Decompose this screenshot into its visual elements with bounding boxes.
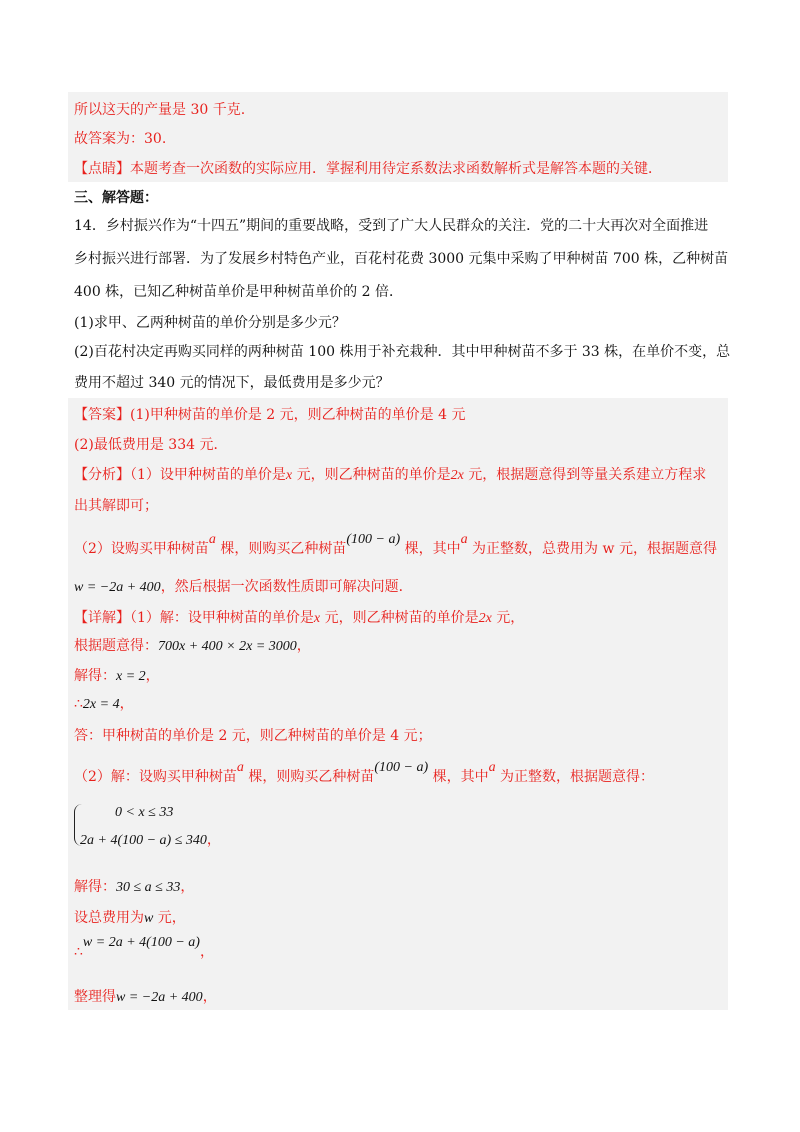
detail-line-8 xyxy=(74,909,186,928)
math-2x-equals-4: 2x = 4 xyxy=(82,697,120,712)
analysis-text: 【分析】（1）设甲种树苗的单价是 xyxy=(74,467,286,483)
analysis-text: （2）设购买甲种树苗 xyxy=(74,541,209,557)
analysis-text: 棵，则购买乙种树苗 xyxy=(215,541,347,557)
analysis-line-4 xyxy=(74,578,413,597)
analysis-text: 元，则乙种树苗的单价是 xyxy=(292,467,451,483)
math-2x: 2x xyxy=(478,611,492,626)
math-inequality: 2a + 4(100 − a) ≤ 340 xyxy=(80,833,207,848)
problem-line-1: 14．乡村振兴作为“十四五”期间的重要战略，受到了广大人民群众的关注．党的二十大再次对全面推进 xyxy=(74,218,709,234)
detail-text: （2）解：设购买甲种树苗 xyxy=(74,769,237,785)
math-x: x xyxy=(313,611,321,626)
detail-text: 为正整数，根据题意得： xyxy=(495,769,655,785)
detail-text: ， xyxy=(180,879,195,895)
math-equation-1: 700x + 400 × 2x = 3000 xyxy=(158,639,297,654)
therefore-symbol: ∴ xyxy=(74,696,83,712)
top-line-3: 【点睛】本题考查一次函数的实际应用．掌握利用待定系数法求函数解析式是解答本题的关键． xyxy=(74,161,662,177)
math-total-cost: w = 2a + 4(100 − a) xyxy=(82,935,200,950)
question-2-line-1: (2)百花村决定再购买同样的两种树苗 100 株用于补充栽种．其中甲种树苗不多于 33 株，在单价不变，总 xyxy=(74,344,731,360)
detail-line-7 xyxy=(74,878,194,897)
detail-line-3 xyxy=(74,667,160,686)
analysis-text: 元，根据题意得到等量关系建立方程求 xyxy=(463,467,707,483)
detail-line-5: 答：甲种树苗的单价是 2 元，则乙种树苗的单价是 4 元； xyxy=(74,728,432,744)
analysis-text: 棵，其中 xyxy=(400,541,461,557)
detail-text: 棵，其中 xyxy=(428,769,489,785)
therefore-symbol: ∴ xyxy=(74,944,83,960)
detail-text: ， xyxy=(296,638,311,654)
top-line-2: 故答案为：30. xyxy=(74,131,167,147)
math-w-equation: w = −2a + 400 xyxy=(74,580,161,595)
math-a: a xyxy=(208,532,216,547)
detail-text: 解得： xyxy=(74,879,116,895)
detail-text: ， xyxy=(145,668,160,684)
analysis-line-2: 出其解即可； xyxy=(74,498,158,514)
answer-line-2: (2)最低费用是 334 元． xyxy=(74,437,228,453)
math-x: x xyxy=(285,468,293,483)
system-inequality-1: 0 < x ≤ 33 xyxy=(115,805,174,820)
detail-text: ， xyxy=(206,832,221,848)
detail-text: 根据题意得： xyxy=(74,638,158,654)
detail-text: ， xyxy=(202,989,217,1005)
detail-text: 解得： xyxy=(74,668,116,684)
detail-text: 设总费用为 xyxy=(74,910,144,926)
detail-line-1 xyxy=(74,609,524,628)
detail-line-9 xyxy=(74,935,214,962)
math-w: w xyxy=(144,911,154,926)
detail-text: 整理得 xyxy=(74,989,116,1005)
analysis-line-3 xyxy=(74,532,717,559)
math-w-simplified: w = −2a + 400 xyxy=(116,990,203,1005)
analysis-line-1 xyxy=(74,466,706,485)
question-2-line-2: 费用不超过 340 元的情况下，最低费用是多少元？ xyxy=(74,375,390,391)
detail-text: 棵，则购买乙种树苗 xyxy=(243,769,375,785)
system-inequality-2 xyxy=(80,829,221,849)
detail-text: 元，则乙种树苗的单价是 xyxy=(320,610,479,626)
math-a: a xyxy=(236,760,244,775)
detail-line-6 xyxy=(74,760,655,787)
detail-line-4 xyxy=(74,695,134,714)
answer-line-1: 【答案】(1)甲种树苗的单价是 2 元，则乙种树苗的单价是 4 元 xyxy=(74,407,466,423)
math-2x: 2x xyxy=(450,468,464,483)
problem-line-2: 乡村振兴进行部署．为了发展乡村特色产业，百花村花费 3000 元集中采购了甲种树苗 700 株，乙种树苗 xyxy=(74,251,729,267)
analysis-text: ，然后根据一次函数性质即可解决问题． xyxy=(160,579,413,595)
detail-line-10 xyxy=(74,988,217,1007)
math-a: a xyxy=(460,532,468,547)
problem-line-3: 400 株，已知乙种树苗单价是甲种树苗单价的 2 倍． xyxy=(74,284,403,300)
analysis-text: 为正整数，总费用为 w 元，根据题意得 xyxy=(467,541,717,557)
detail-text: 元， xyxy=(153,910,186,926)
detail-text: ， xyxy=(199,944,214,960)
math-range: 30 ≤ a ≤ 33 xyxy=(116,880,181,895)
detail-text: ， xyxy=(119,696,134,712)
section-heading: 三、解答题： xyxy=(74,190,158,206)
math-100-minus-a: (100 − a) xyxy=(374,760,429,775)
detail-text: 【详解】（1）解：设甲种树苗的单价是 xyxy=(74,610,314,626)
math-x-equals-2: x = 2 xyxy=(116,669,146,684)
detail-line-2 xyxy=(74,637,311,656)
question-1: (1)求甲、乙两种树苗的单价分别是多少元？ xyxy=(74,315,346,331)
top-line-1: 所以这天的产量是 30 千克. xyxy=(74,102,246,118)
math-100-minus-a: (100 − a) xyxy=(346,532,401,547)
math-a: a xyxy=(488,760,496,775)
detail-text: 元， xyxy=(491,610,525,626)
